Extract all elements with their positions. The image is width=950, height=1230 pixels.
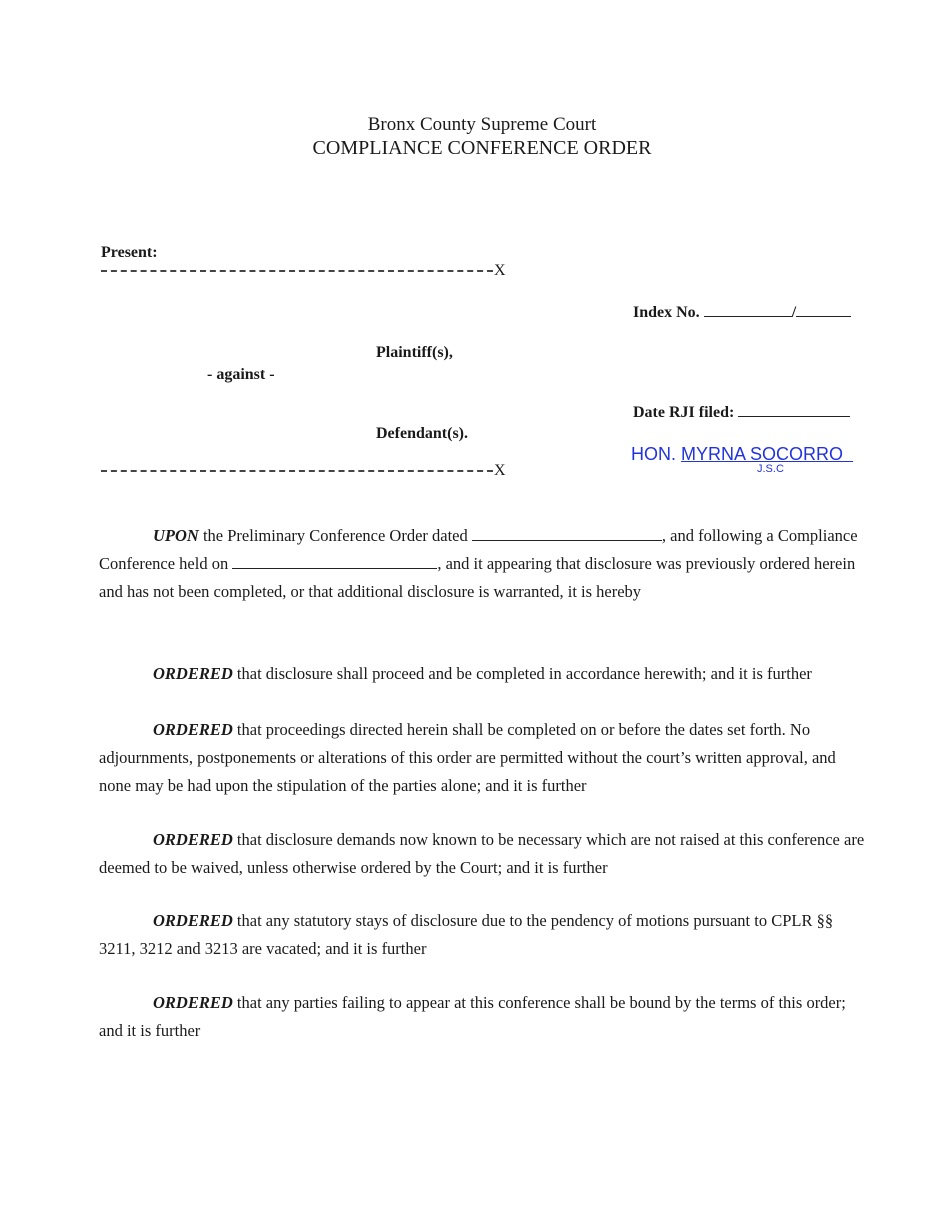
index-blank-2 xyxy=(796,302,851,317)
index-number-field xyxy=(633,302,851,322)
judge-name-line xyxy=(631,444,853,465)
caption-separator-bottom xyxy=(101,462,506,480)
rji-field xyxy=(633,402,850,422)
paragraph-text: that proceedings directed herein shall be completed on or before the dates set forth. No adjournments, postponements or alterations of this order are permitted without the court’s written approval, and none may be had upon the stipulation of the parties alone; and it is further xyxy=(99,720,836,795)
paragraph-keyword: ORDERED xyxy=(153,720,233,739)
index-slash: / xyxy=(791,304,797,321)
paragraph-ordered-2 xyxy=(99,716,867,800)
caption-separator-top xyxy=(101,262,506,280)
pc-order-date-blank xyxy=(472,526,662,541)
separator-x: X xyxy=(494,462,506,479)
paragraph-keyword: ORDERED xyxy=(153,664,233,683)
document-title: COMPLIANCE CONFERENCE ORDER xyxy=(312,137,652,159)
rji-blank xyxy=(738,402,850,417)
compliance-date-blank xyxy=(232,554,437,569)
index-blank-1 xyxy=(704,302,792,317)
separator-x: X xyxy=(494,262,506,279)
paragraph-text: that any statutory stays of disclosure due to the pendency of motions pursuant to CPLR §§ 3211, 3212 and 3213 are vacated; and it is further xyxy=(99,911,834,958)
paragraph-text: that disclosure shall proceed and be completed in accordance herewith; and it is further xyxy=(236,664,812,683)
paragraph-ordered-3 xyxy=(99,826,867,882)
separator-dashes xyxy=(101,470,493,472)
judge-prefix: HON. xyxy=(631,444,676,464)
defendants-label: Defendant(s). xyxy=(376,425,468,442)
present-label: Present: xyxy=(101,244,158,261)
rji-label: Date RJI filed: xyxy=(633,404,735,421)
plaintiffs-label: Plaintiff(s), xyxy=(376,344,453,361)
paragraph-upon xyxy=(99,522,867,606)
judge-title: J.S.C xyxy=(757,463,784,475)
court-name: Bronx County Supreme Court xyxy=(367,114,597,135)
index-label: Index No. xyxy=(633,304,700,321)
paragraph-text: that disclosure demands now known to be necessary which are not raised at this conference are deemed to be waived, unless otherwise ordered by the Court; and it is further xyxy=(99,830,865,877)
paragraph-keyword: UPON xyxy=(153,526,199,545)
paragraph-ordered-1 xyxy=(99,660,867,688)
paragraph-keyword: ORDERED xyxy=(153,911,233,930)
paragraph-keyword: ORDERED xyxy=(153,830,233,849)
paragraph-ordered-5 xyxy=(99,989,867,1045)
paragraph-text: that any parties failing to appear at this conference shall be bound by the terms of this order; and it is further xyxy=(99,993,846,1040)
paragraph-text: the Preliminary Conference Order dated xyxy=(202,526,468,545)
judge-name: MYRNA SOCORRO xyxy=(681,444,844,464)
against-label: - against - xyxy=(207,366,275,383)
paragraph-keyword: ORDERED xyxy=(153,993,233,1012)
paragraph-ordered-4 xyxy=(99,907,867,963)
paragraph-text: , and following a Compliance Conference held on xyxy=(99,526,858,573)
paragraph-text: , and it appearing that disclosure was previously ordered herein and has not been completed, or that additional disclosure is warranted, it is hereby xyxy=(99,554,856,601)
separator-dashes xyxy=(101,270,493,272)
